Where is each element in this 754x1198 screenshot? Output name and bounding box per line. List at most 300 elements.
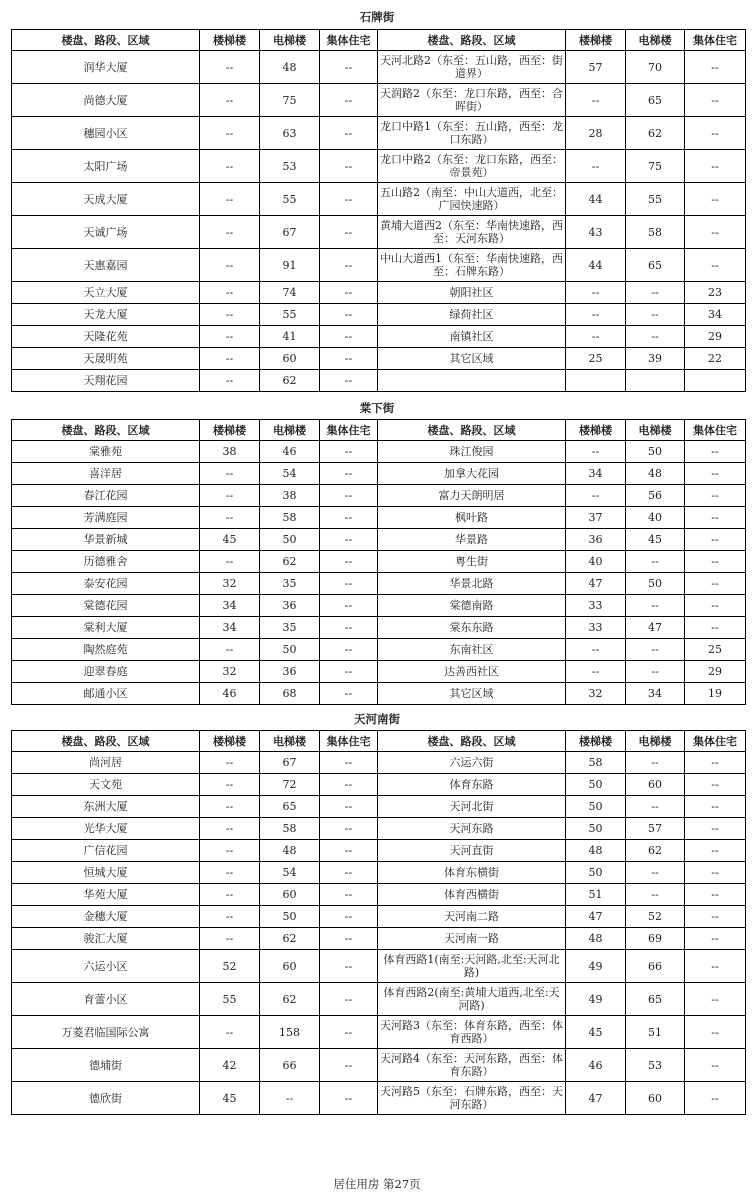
property-name-cell: 育蕾小区 (12, 983, 200, 1016)
value-cell: -- (626, 282, 685, 304)
value-cell: -- (200, 150, 260, 183)
value-cell: -- (685, 983, 746, 1016)
value-cell: 67 (260, 216, 320, 249)
table-row (12, 1082, 746, 1115)
value-cell: 75 (626, 150, 685, 183)
value-cell: -- (685, 507, 746, 529)
value-cell: -- (320, 818, 378, 840)
value-cell (626, 370, 685, 392)
property-name-cell: 中山大道西1（东至：华南快速路，西至：石牌东路） (378, 249, 566, 282)
value-cell: -- (685, 617, 746, 639)
value-cell: -- (320, 906, 378, 928)
property-name-cell: 体育东路 (378, 774, 566, 796)
value-cell: -- (200, 840, 260, 862)
value-cell: -- (320, 216, 378, 249)
value-cell: -- (685, 463, 746, 485)
value-cell: 58 (260, 507, 320, 529)
column-header: 楼梯楼 (566, 30, 626, 51)
value-cell: 47 (566, 1082, 626, 1115)
value-cell: 41 (260, 326, 320, 348)
property-name-cell: 德埔街 (12, 1049, 200, 1082)
value-cell: 158 (260, 1016, 320, 1049)
value-cell: -- (200, 796, 260, 818)
column-header: 楼盘、路段、区域 (12, 731, 200, 752)
value-cell: -- (685, 752, 746, 774)
value-cell: 55 (626, 183, 685, 216)
value-cell: 63 (260, 117, 320, 150)
value-cell: -- (566, 639, 626, 661)
value-cell: -- (200, 117, 260, 150)
property-name-cell: 天河北街 (378, 796, 566, 818)
value-cell: 55 (260, 304, 320, 326)
value-cell: 60 (626, 774, 685, 796)
table-row (12, 216, 746, 249)
value-cell: -- (626, 639, 685, 661)
value-cell: -- (320, 752, 378, 774)
value-cell: 65 (626, 84, 685, 117)
value-cell: -- (200, 639, 260, 661)
value-cell: -- (685, 150, 746, 183)
property-name-cell: 历德雅舍 (12, 551, 200, 573)
value-cell: 50 (626, 573, 685, 595)
table-row (12, 304, 746, 326)
value-cell: 60 (626, 1082, 685, 1115)
value-cell: -- (320, 304, 378, 326)
value-cell: -- (566, 282, 626, 304)
value-cell: -- (685, 774, 746, 796)
property-name-cell: 其它区域 (378, 348, 566, 370)
value-cell: -- (685, 249, 746, 282)
value-cell: 57 (566, 51, 626, 84)
value-cell: 60 (260, 884, 320, 906)
section-title: 棠下街 (359, 401, 395, 415)
table-row (12, 1016, 746, 1049)
value-cell: -- (685, 183, 746, 216)
property-name-cell: 东洲大厦 (12, 796, 200, 818)
value-cell: -- (200, 507, 260, 529)
value-cell: 43 (566, 216, 626, 249)
property-name-cell: 穗园小区 (12, 117, 200, 150)
value-cell: 32 (566, 683, 626, 705)
property-name-cell: 恒城大厦 (12, 862, 200, 884)
property-name-cell: 南镇社区 (378, 326, 566, 348)
column-header: 楼盘、路段、区域 (378, 731, 566, 752)
value-cell: -- (685, 485, 746, 507)
value-cell: -- (200, 463, 260, 485)
property-name-cell: 六运小区 (12, 950, 200, 983)
property-name-cell: 黄埔大道西2（东至：华南快速路，西至：天河东路） (378, 216, 566, 249)
property-name-cell: 陶然庭苑 (12, 639, 200, 661)
property-name-cell: 天诚广场 (12, 216, 200, 249)
property-name-cell: 华景新城 (12, 529, 200, 551)
value-cell: 47 (566, 573, 626, 595)
value-cell: 32 (200, 573, 260, 595)
value-cell: 44 (566, 183, 626, 216)
value-cell: 35 (260, 573, 320, 595)
table-body (12, 51, 746, 392)
value-cell: -- (320, 1049, 378, 1082)
value-cell: 50 (260, 906, 320, 928)
value-cell: 25 (685, 639, 746, 661)
column-header: 楼梯楼 (566, 420, 626, 441)
column-header: 楼梯楼 (200, 420, 260, 441)
property-name-cell: 体育西路2(南至:黄埔大道西,北至:天河路) (378, 983, 566, 1016)
table-row (12, 441, 746, 463)
table-row (12, 983, 746, 1016)
value-cell: -- (200, 884, 260, 906)
table-row (12, 928, 746, 950)
table-row (12, 884, 746, 906)
value-cell: 50 (566, 818, 626, 840)
value-cell: -- (626, 661, 685, 683)
value-cell: 36 (566, 529, 626, 551)
table-row (12, 661, 746, 683)
value-cell: -- (200, 370, 260, 392)
value-cell: -- (320, 84, 378, 117)
value-cell: 49 (566, 983, 626, 1016)
value-cell: 36 (260, 661, 320, 683)
value-cell: -- (320, 983, 378, 1016)
value-cell: -- (626, 304, 685, 326)
value-cell: 32 (200, 661, 260, 683)
value-cell: 50 (260, 529, 320, 551)
table-row (12, 840, 746, 862)
value-cell: -- (685, 551, 746, 573)
value-cell: -- (685, 1049, 746, 1082)
value-cell: -- (320, 774, 378, 796)
value-cell: -- (320, 117, 378, 150)
value-cell: 66 (260, 1049, 320, 1082)
table-row (12, 639, 746, 661)
value-cell: 37 (566, 507, 626, 529)
value-cell: 34 (200, 595, 260, 617)
value-cell: 68 (260, 683, 320, 705)
property-name-cell: 棠德花园 (12, 595, 200, 617)
property-name-cell: 天立大厦 (12, 282, 200, 304)
value-cell: 48 (260, 840, 320, 862)
property-name-cell: 富力天朗明居 (378, 485, 566, 507)
value-cell: -- (685, 950, 746, 983)
property-name-cell: 华景路 (378, 529, 566, 551)
value-cell: -- (260, 1082, 320, 1115)
value-cell: 34 (685, 304, 746, 326)
value-cell: 62 (260, 983, 320, 1016)
value-cell: -- (626, 884, 685, 906)
property-name-cell: 春江花园 (12, 485, 200, 507)
value-cell: 48 (566, 840, 626, 862)
value-cell: -- (200, 326, 260, 348)
value-cell: -- (200, 485, 260, 507)
property-name-cell: 棠东东路 (378, 617, 566, 639)
property-name-cell: 龙口中路2（东至：龙口东路，西至：帝景苑） (378, 150, 566, 183)
column-header: 楼盘、路段、区域 (12, 420, 200, 441)
value-cell: 69 (626, 928, 685, 950)
value-cell: 42 (200, 1049, 260, 1082)
property-name-cell: 天晟明苑 (12, 348, 200, 370)
value-cell: -- (200, 1016, 260, 1049)
value-cell: 51 (566, 884, 626, 906)
property-name-cell: 天隆花苑 (12, 326, 200, 348)
property-name-cell: 天文苑 (12, 774, 200, 796)
value-cell: 48 (566, 928, 626, 950)
value-cell: 62 (260, 370, 320, 392)
value-cell: 50 (566, 862, 626, 884)
value-cell: -- (685, 1016, 746, 1049)
value-cell: 25 (566, 348, 626, 370)
column-header: 楼梯楼 (200, 30, 260, 51)
value-cell: 65 (626, 249, 685, 282)
value-cell: 53 (260, 150, 320, 183)
table-row (12, 507, 746, 529)
property-name-cell: 达善西社区 (378, 661, 566, 683)
value-cell: -- (685, 906, 746, 928)
data-table (11, 29, 746, 392)
column-header: 电梯楼 (260, 30, 320, 51)
value-cell: -- (320, 370, 378, 392)
property-name-cell: 龙口中路1（东至：五山路，西至：龙口东路） (378, 117, 566, 150)
property-name-cell: 华景北路 (378, 573, 566, 595)
table-row (12, 774, 746, 796)
value-cell: 51 (626, 1016, 685, 1049)
value-cell: 34 (626, 683, 685, 705)
property-name-cell: 骏汇大厦 (12, 928, 200, 950)
value-cell: -- (685, 441, 746, 463)
column-header: 楼盘、路段、区域 (378, 30, 566, 51)
value-cell: -- (320, 683, 378, 705)
value-cell: -- (685, 884, 746, 906)
value-cell: -- (320, 884, 378, 906)
value-cell: -- (626, 796, 685, 818)
value-cell: 47 (626, 617, 685, 639)
value-cell: -- (685, 595, 746, 617)
value-cell: 57 (626, 818, 685, 840)
value-cell: 58 (260, 818, 320, 840)
value-cell: -- (200, 51, 260, 84)
value-cell: 44 (566, 249, 626, 282)
column-header: 楼梯楼 (566, 731, 626, 752)
value-cell: 46 (566, 1049, 626, 1082)
value-cell: -- (200, 282, 260, 304)
value-cell: -- (566, 304, 626, 326)
value-cell: 60 (260, 950, 320, 983)
property-name-cell: 太阳广场 (12, 150, 200, 183)
data-table (11, 419, 746, 705)
value-cell: -- (685, 529, 746, 551)
value-cell: 54 (260, 463, 320, 485)
property-name-cell: 金穗大厦 (12, 906, 200, 928)
value-cell: 65 (626, 983, 685, 1016)
header-row (12, 420, 746, 441)
property-name-cell: 广信花园 (12, 840, 200, 862)
table-row (12, 573, 746, 595)
table-row (12, 950, 746, 983)
column-header: 集体住宅 (320, 731, 378, 752)
value-cell: 74 (260, 282, 320, 304)
data-table (11, 730, 746, 1115)
property-name-cell: 天翔花园 (12, 370, 200, 392)
value-cell: 36 (260, 595, 320, 617)
property-name-cell: 天河北路2（东至：五山路，西至：街道界） (378, 51, 566, 84)
value-cell: -- (320, 617, 378, 639)
value-cell: 62 (260, 928, 320, 950)
page-footer: 居住用房 第27页 (333, 1177, 421, 1191)
value-cell: -- (200, 183, 260, 216)
table-row (12, 752, 746, 774)
value-cell: -- (320, 573, 378, 595)
value-cell: 45 (626, 529, 685, 551)
table-row (12, 796, 746, 818)
value-cell: -- (626, 326, 685, 348)
column-header: 楼梯楼 (200, 731, 260, 752)
value-cell: 50 (260, 639, 320, 661)
property-name-cell: 五山路2（南至：中山大道西，北至：广园快速路） (378, 183, 566, 216)
value-cell: 58 (626, 216, 685, 249)
column-header: 电梯楼 (626, 30, 685, 51)
table-row (12, 282, 746, 304)
value-cell: 33 (566, 595, 626, 617)
value-cell: 48 (260, 51, 320, 84)
value-cell: -- (626, 752, 685, 774)
value-cell: -- (320, 326, 378, 348)
property-name-cell: 迎翠春庭 (12, 661, 200, 683)
property-name-cell: 东南社区 (378, 639, 566, 661)
value-cell: -- (200, 752, 260, 774)
property-name-cell: 天河路5（东至：石牌东路，西至：天河东路） (378, 1082, 566, 1115)
value-cell: -- (320, 950, 378, 983)
value-cell: -- (200, 348, 260, 370)
value-cell: 56 (626, 485, 685, 507)
value-cell: -- (685, 818, 746, 840)
value-cell: 75 (260, 84, 320, 117)
property-name-cell: 邮通小区 (12, 683, 200, 705)
value-cell: 22 (685, 348, 746, 370)
table-row (12, 906, 746, 928)
value-cell: 50 (626, 441, 685, 463)
value-cell: 72 (260, 774, 320, 796)
value-cell: 45 (200, 1082, 260, 1115)
value-cell: -- (685, 573, 746, 595)
value-cell: -- (320, 796, 378, 818)
value-cell: 40 (626, 507, 685, 529)
value-cell: 38 (200, 441, 260, 463)
value-cell (566, 370, 626, 392)
value-cell: 47 (566, 906, 626, 928)
property-name-cell: 泰安花园 (12, 573, 200, 595)
table-row (12, 84, 746, 117)
property-name-cell (378, 370, 566, 392)
value-cell: -- (685, 862, 746, 884)
property-name-cell: 天成大厦 (12, 183, 200, 216)
value-cell: 39 (626, 348, 685, 370)
property-name-cell: 天河路3（东至：体育东路，西至：体育西路） (378, 1016, 566, 1049)
property-name-cell: 天润路2（东至：龙口东路，西至：合晖街） (378, 84, 566, 117)
property-name-cell: 绿荷社区 (378, 304, 566, 326)
table-row (12, 117, 746, 150)
value-cell: 52 (200, 950, 260, 983)
section-title: 石牌街 (359, 10, 395, 24)
value-cell: -- (320, 463, 378, 485)
value-cell: -- (626, 595, 685, 617)
value-cell: 29 (685, 326, 746, 348)
table-row (12, 1049, 746, 1082)
value-cell: -- (320, 639, 378, 661)
property-name-cell: 天河南一路 (378, 928, 566, 950)
value-cell: 50 (566, 774, 626, 796)
value-cell: 62 (626, 840, 685, 862)
property-name-cell: 粤生街 (378, 551, 566, 573)
value-cell: 62 (260, 551, 320, 573)
value-cell: -- (320, 1082, 378, 1115)
column-header: 电梯楼 (626, 420, 685, 441)
column-header: 集体住宅 (320, 30, 378, 51)
value-cell: 46 (260, 441, 320, 463)
table-row (12, 183, 746, 216)
table-row (12, 249, 746, 282)
property-name-cell: 棠利大厦 (12, 617, 200, 639)
value-cell: 40 (566, 551, 626, 573)
value-cell: -- (200, 84, 260, 117)
table-row (12, 551, 746, 573)
table-row (12, 818, 746, 840)
value-cell: 53 (626, 1049, 685, 1082)
table-body (12, 441, 746, 705)
property-name-cell: 天河路4（东至：天河东路，西至：体育东路） (378, 1049, 566, 1082)
value-cell: -- (200, 774, 260, 796)
table-row (12, 862, 746, 884)
property-name-cell: 尚德大厦 (12, 84, 200, 117)
header-row (12, 30, 746, 51)
value-cell: 65 (260, 796, 320, 818)
property-name-cell: 体育西横街 (378, 884, 566, 906)
property-name-cell: 芳满庭园 (12, 507, 200, 529)
value-cell: -- (566, 84, 626, 117)
value-cell: 35 (260, 617, 320, 639)
property-name-cell: 朝阳社区 (378, 282, 566, 304)
value-cell: 52 (626, 906, 685, 928)
value-cell (685, 370, 746, 392)
table-row (12, 326, 746, 348)
value-cell: -- (320, 529, 378, 551)
value-cell: 38 (260, 485, 320, 507)
value-cell: -- (685, 84, 746, 117)
value-cell: -- (200, 818, 260, 840)
table-row (12, 595, 746, 617)
property-name-cell: 天龙大厦 (12, 304, 200, 326)
value-cell: -- (685, 216, 746, 249)
value-cell: 45 (200, 529, 260, 551)
value-cell: 49 (566, 950, 626, 983)
property-name-cell: 德欣街 (12, 1082, 200, 1115)
property-name-cell: 华苑大厦 (12, 884, 200, 906)
value-cell: -- (626, 862, 685, 884)
value-cell: -- (200, 862, 260, 884)
value-cell: 66 (626, 950, 685, 983)
value-cell: 19 (685, 683, 746, 705)
value-cell: 70 (626, 51, 685, 84)
table-row (12, 463, 746, 485)
column-header: 集体住宅 (685, 420, 746, 441)
table-row (12, 617, 746, 639)
value-cell: -- (320, 348, 378, 370)
value-cell: 33 (566, 617, 626, 639)
column-header: 楼盘、路段、区域 (378, 420, 566, 441)
table-row (12, 485, 746, 507)
value-cell: -- (320, 485, 378, 507)
header-row (12, 731, 746, 752)
value-cell: 34 (200, 617, 260, 639)
column-header: 电梯楼 (260, 731, 320, 752)
value-cell: 91 (260, 249, 320, 282)
